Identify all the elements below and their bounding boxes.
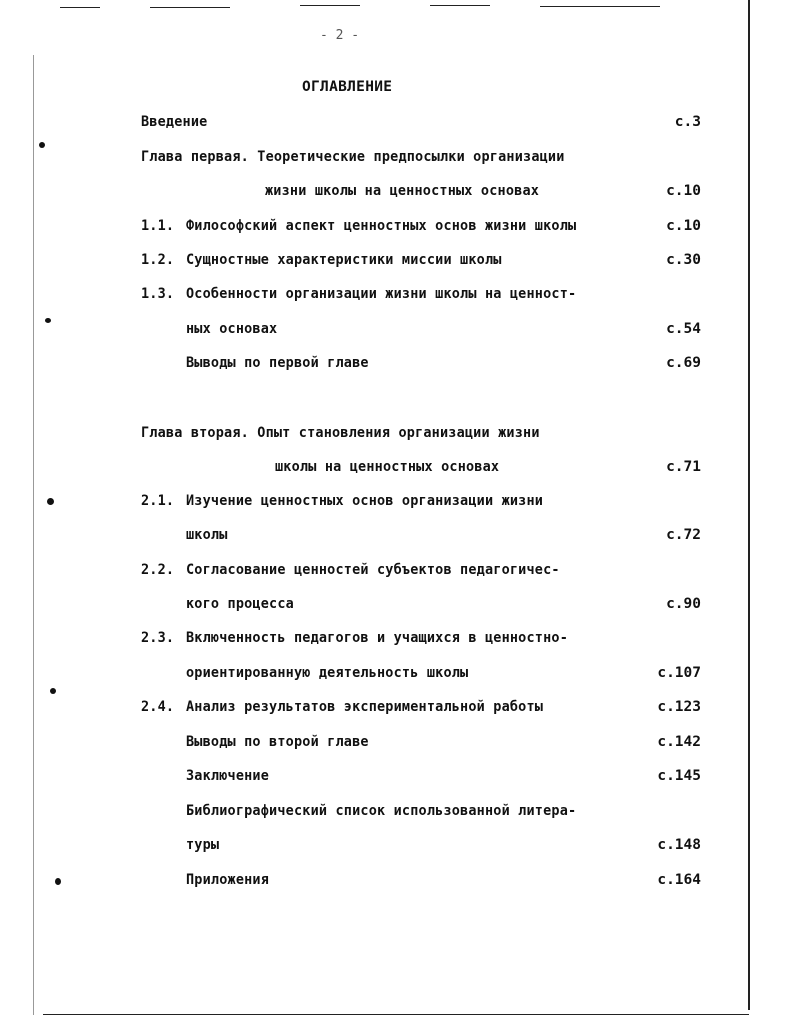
toc-page: с.123 <box>657 699 701 715</box>
toc-page: с.54 <box>666 321 701 337</box>
toc-text: Особенности организации жизни школы на ценност- <box>186 286 577 302</box>
toc-page: с.30 <box>666 252 701 268</box>
toc-page: с.90 <box>666 596 701 612</box>
toc-text: Введение <box>141 114 208 130</box>
toc-page: с.72 <box>666 527 701 543</box>
toc-page: с.71 <box>666 459 701 475</box>
toc-text: туры <box>186 837 220 853</box>
binder-hole-mark <box>45 318 51 323</box>
toc-text: Глава вторая. Опыт становления организации жизни <box>141 425 540 441</box>
scan-top-dash <box>540 6 660 7</box>
toc-text: Библиографический список использованной литера- <box>186 803 577 819</box>
toc-text: Приложения <box>186 872 270 888</box>
toc-page: с.3 <box>674 114 701 130</box>
scan-bottom-rule <box>43 1014 749 1015</box>
toc-page: с.148 <box>657 837 701 853</box>
toc-page: с.145 <box>657 768 701 784</box>
toc-num: 2.4. <box>141 699 175 715</box>
scan-left-edge-line <box>33 55 34 1015</box>
binder-hole-mark <box>47 498 54 505</box>
toc-text: Глава первая. Теоретические предпосылки организации <box>141 149 565 165</box>
toc-num: 1.2. <box>141 252 175 268</box>
toc-text: Включенность педагогов и учащихся в ценностно- <box>186 630 569 646</box>
binder-hole-mark <box>39 142 45 148</box>
toc-text: жизни школы на ценностных основах <box>265 183 540 199</box>
scan-top-dash <box>150 7 230 8</box>
toc-text: Выводы по первой главе <box>186 355 369 371</box>
toc-text: Анализ результатов экспериментальной работы <box>186 699 544 715</box>
scan-top-dash <box>300 5 360 6</box>
toc-num: 2.3. <box>141 630 175 646</box>
toc-text: школы <box>186 527 228 543</box>
scan-right-edge-line <box>748 0 750 1010</box>
toc-page: с.10 <box>666 183 701 199</box>
page-number: - 2 - <box>320 28 360 43</box>
toc-text: Заключение <box>186 768 270 784</box>
toc-num: 2.2. <box>141 562 175 578</box>
toc-text: ных основах <box>186 321 278 337</box>
toc-text: Сущностные характеристики миссии школы <box>186 252 502 268</box>
toc-text: кого процесса <box>186 596 294 612</box>
toc-text: Изучение ценностных основ организации жизни <box>186 493 544 509</box>
page-title: ОГЛАВЛЕНИЕ <box>302 79 393 95</box>
binder-hole-mark <box>55 878 61 885</box>
toc-page: с.10 <box>666 218 701 234</box>
toc-text: Выводы по второй главе <box>186 734 369 750</box>
toc-page: с.69 <box>666 355 701 371</box>
toc-page: с.107 <box>657 665 701 681</box>
toc-text: ориентированную деятельность школы <box>186 665 469 681</box>
toc-num: 1.1. <box>141 218 175 234</box>
scan-top-dash <box>430 5 490 6</box>
toc-text: Философский аспект ценностных основ жизни школы <box>186 218 577 234</box>
binder-hole-mark <box>50 688 56 694</box>
toc-text: школы на ценностных основах <box>275 459 500 475</box>
scan-top-dash <box>60 7 100 8</box>
toc-page: с.142 <box>657 734 701 750</box>
toc-text: Согласование ценностей субъектов педагогичес- <box>186 562 560 578</box>
toc-page: с.164 <box>657 872 701 888</box>
toc-num: 2.1. <box>141 493 175 509</box>
toc-num: 1.3. <box>141 286 175 302</box>
